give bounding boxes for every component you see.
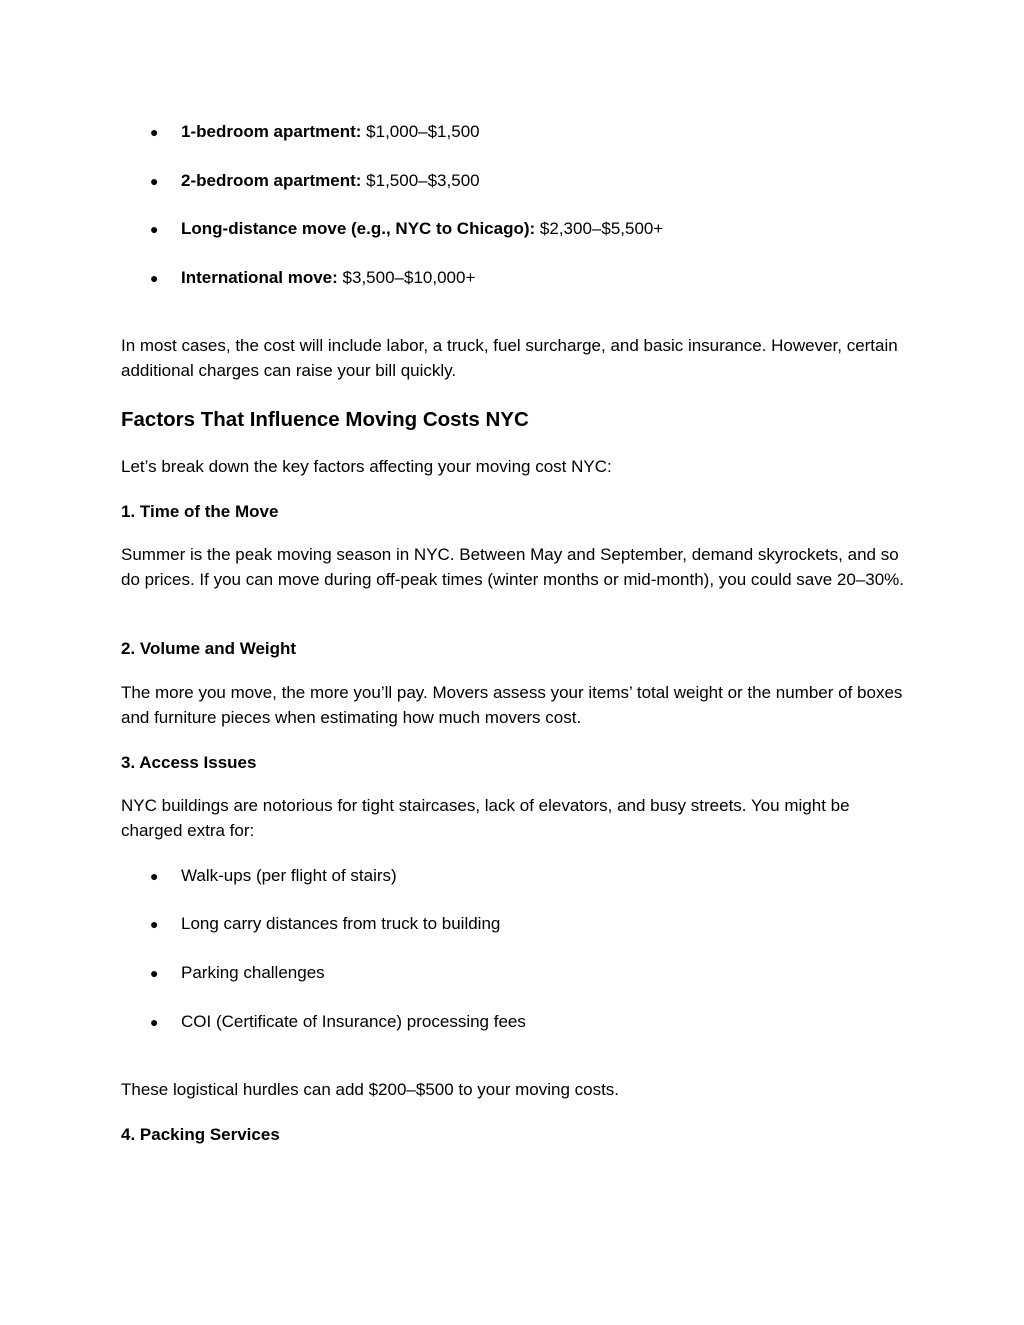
cost-item-label: Long-distance move (e.g., NYC to Chicago): [181, 219, 536, 238]
bullet-icon: ● [150, 173, 159, 189]
bullet-icon: ● [150, 868, 159, 884]
cost-item-value: $3,500–$10,000+ [342, 268, 476, 287]
bullet-icon: ● [150, 221, 159, 237]
bullet-icon: ● [150, 270, 159, 286]
factor-heading: 1. Time of the Move [121, 502, 279, 521]
factor-heading: 3. Access Issues [121, 753, 257, 772]
document-page: ● 1-bedroom apartment: $1,000–$1,500 ● 2-bedroom apartment: $1,500–$3,500 ● Long-distance move (e.g., NYC to Chicago): $2,300–$5,500+ ● International move: $3,500–$10,000+ In most cases, the cost will include labor, a truck, fuel surcharge, and basic insurance. However, certain additional charges can raise your bill quickly. Factors That Influence Moving Costs NYC Let’s break down the key factors affecting your moving cost NYC: 1. Time of the Move Summer is the peak moving season in NYC. Between May and September, demand skyrockets, and so do prices. If you can move during off-peak times (winter months or mid-month), you could save 20–30%. 2. Volume and Weight The more you move, the more you’ll pay. Movers assess your items’ total weight or the number of boxes and furniture pieces when estimating how much movers cost. 3. Access Issues NYC buildings are notorious for tight staircases, lack of elevators, and busy streets. You might be charged extra for: ● Walk-ups (per flight of stairs) ● Long carry distances from truck to building ● Parking challenges ● COI (Certificate of Insurance) processing fees These logistical hurdles can add $200–$500 to your moving costs. 4. Packing Services [0, 0, 1024, 1325]
bullet-icon: ● [150, 965, 159, 981]
factor-body: NYC buildings are notorious for tight staircases, lack of elevators, and busy streets. You might be charged extra for: [121, 796, 850, 840]
cost-item-value: $1,500–$3,500 [366, 171, 480, 190]
bullet-icon: ● [150, 1014, 159, 1030]
cost-item-label: International move: [181, 268, 338, 287]
cost-item-label: 2-bedroom apartment: [181, 171, 362, 190]
cost-item-value: $2,300–$5,500+ [539, 219, 664, 238]
factor-body: Summer is the peak moving season in NYC. Between May and September, demand skyrockets, and so do prices. If you can move during off-peak times (winter months or mid-month), you could save 20–30%. [121, 545, 905, 589]
factor-heading: 2. Volume and Weight [121, 639, 297, 658]
section-title: Factors That Influence Moving Costs NYC [121, 408, 529, 431]
factor-body: The more you move, the more you’ll pay. Movers assess your items’ total weight or the number of boxes and furniture pieces when estimating how much movers cost. [121, 683, 903, 727]
cost-item-value: $1,000–$1,500 [366, 122, 480, 141]
bullet-icon: ● [150, 124, 159, 140]
intro-paragraph: In most cases, the cost will include labor, a truck, fuel surcharge, and basic insurance. However, certain additional charges can raise your bill quickly. [121, 336, 898, 380]
access-summary: These logistical hurdles can add $200–$500 to your moving costs. [121, 1080, 620, 1099]
bullet-icon: ● [150, 916, 159, 932]
cost-item-label: 1-bedroom apartment: [181, 122, 362, 141]
section-intro: Let’s break down the key factors affecting your moving cost NYC: [121, 457, 612, 476]
factor-heading: 4. Packing Services [121, 1125, 280, 1144]
